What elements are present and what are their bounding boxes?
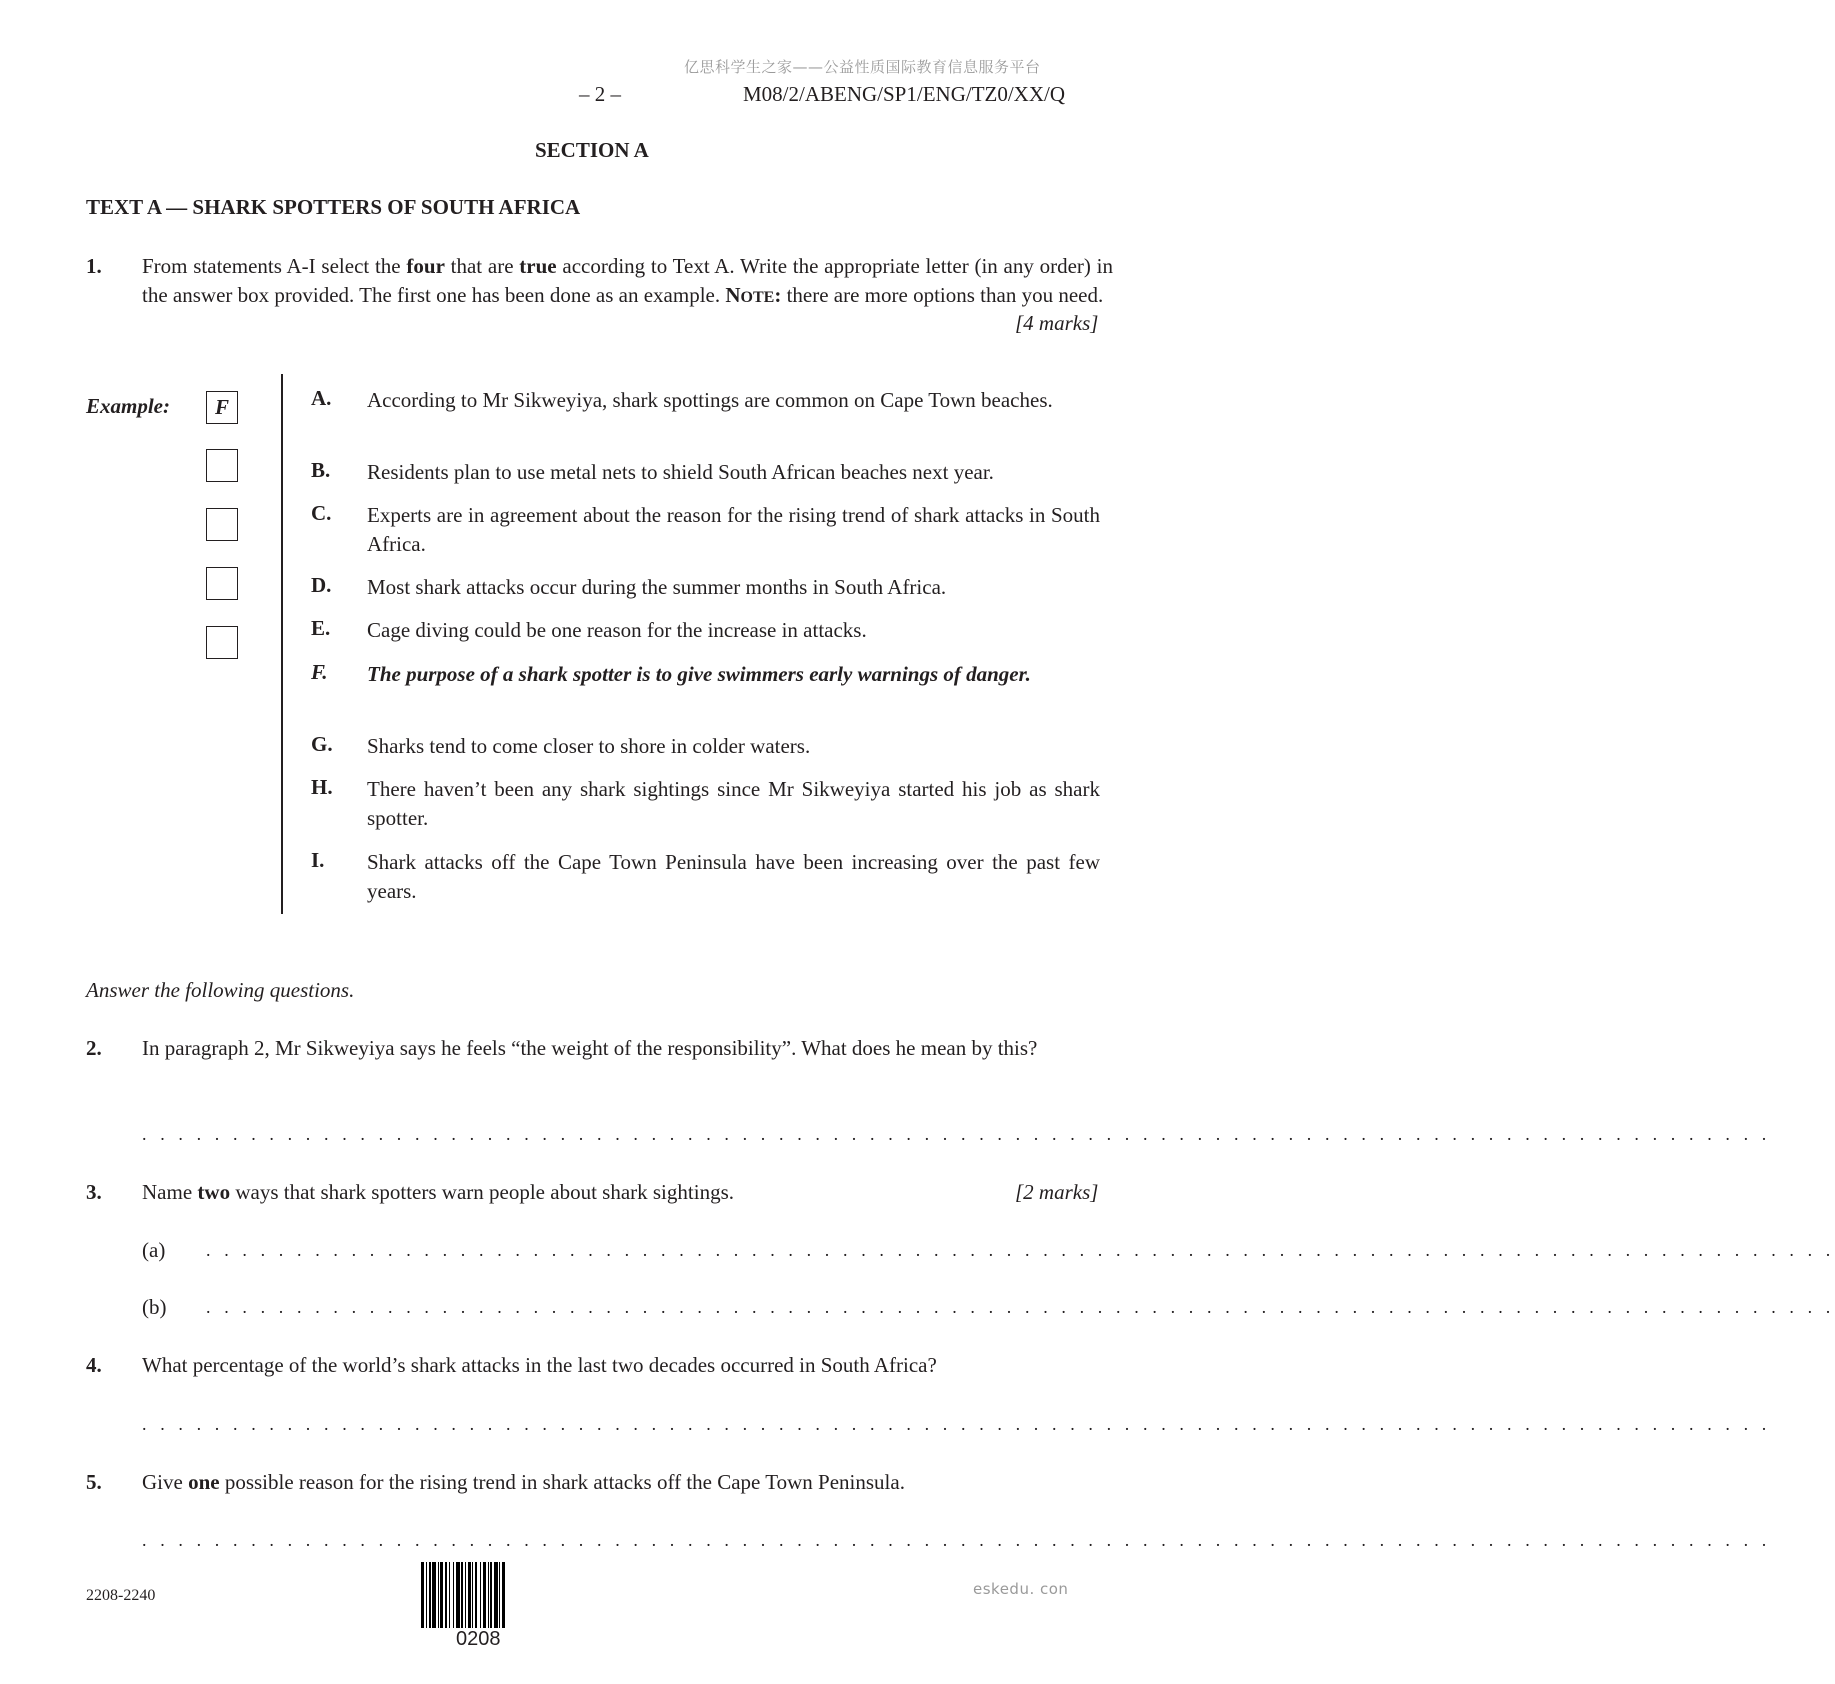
answer-line-q3a[interactable]: . . . . . . . . . . . . . . . . . . . . . . . . . . . . . . . . . . . . . . . . . . . . . . . . . . . . . . . . . . . . . . . . . . . . . . . . . . . . . . . . . . . . . . . . . . bbox=[206, 1240, 1835, 1260]
option-letter-g: G. bbox=[311, 732, 333, 756]
question-2-text: In paragraph 2, Mr Sikweyiya says he feels “the weight of the responsibility”. What does he mean by this? bbox=[142, 1036, 1038, 1060]
answer-line-q5[interactable]: . . . . . . . . . . . . . . . . . . . . . . . . . . . . . . . . . . . . . . . . . . . . . . . . . . . . . . . . . . . . . . . . . . . . . . . . . . . . . . . . . . . . . . . . . . bbox=[142, 1530, 1771, 1550]
option-letter-a: A. bbox=[311, 386, 332, 410]
question-3-number: 3. bbox=[86, 1180, 102, 1204]
instruction: Answer the following questions. bbox=[86, 978, 355, 1002]
footer-code: 2208-2240 bbox=[86, 1587, 156, 1604]
example-answer: F bbox=[214, 395, 229, 419]
question-1-number: 1. bbox=[86, 254, 102, 278]
answer-line-q4[interactable]: . . . . . . . . . . . . . . . . . . . . . . . . . . . . . . . . . . . . . . . . . . . . . . . . . . . . . . . . . . . . . . . . . . . . . . . . . . . . . . . . . . . . . . . . . . bbox=[142, 1414, 1771, 1434]
text-title: TEXT A — SHARK SPOTTERS OF SOUTH AFRICA bbox=[86, 195, 581, 219]
option-text-h: There haven’t been any shark sightings since Mr Sikweyiya started his job as shark spotter. bbox=[367, 777, 1100, 830]
paper-code: M08/2/ABENG/SP1/ENG/TZ0/XX/Q bbox=[743, 82, 1066, 106]
option-letter-f: F. bbox=[311, 660, 328, 684]
question-3-part-a: (a) bbox=[142, 1238, 166, 1262]
question-5-text: Give one possible reason for the rising trend in shark attacks off the Cape Town Peninsula. bbox=[142, 1470, 905, 1494]
option-letter-e: E. bbox=[311, 616, 331, 640]
page-number: – 2 – bbox=[579, 82, 621, 106]
answer-box-4[interactable] bbox=[206, 626, 238, 659]
option-letter-d: D. bbox=[311, 573, 332, 597]
option-letter-c: C. bbox=[311, 501, 332, 525]
answer-line-q3b[interactable]: . . . . . . . . . . . . . . . . . . . . . . . . . . . . . . . . . . . . . . . . . . . . . . . . . . . . . . . . . . . . . . . . . . . . . . . . . . . . . . . . . . . . . . . . . . bbox=[206, 1297, 1835, 1317]
option-text-c: Experts are in agreement about the reason for the rising trend of shark attacks in South Africa. bbox=[367, 503, 1100, 556]
barcode-bar bbox=[502, 1562, 505, 1628]
watermark-bottom: eskedu. con bbox=[973, 1580, 1069, 1598]
answer-box-1[interactable] bbox=[206, 449, 238, 482]
option-text-d: Most shark attacks occur during the summer months in South Africa. bbox=[367, 575, 947, 599]
answer-box-2[interactable] bbox=[206, 508, 238, 541]
option-letter-i: I. bbox=[311, 848, 325, 872]
answer-box-3[interactable] bbox=[206, 567, 238, 600]
option-text-a: According to Mr Sikweyiya, shark spottings are common on Cape Town beaches. bbox=[367, 388, 1053, 412]
option-letter-h: H. bbox=[311, 775, 333, 799]
answer-line-q2[interactable]: . . . . . . . . . . . . . . . . . . . . . . . . . . . . . . . . . . . . . . . . . . . . . . . . . . . . . . . . . . . . . . . . . . . . . . . . . . . . . . . . . . . . . . . . . . bbox=[142, 1124, 1771, 1144]
question-3-part-b: (b) bbox=[142, 1295, 167, 1319]
question-3-marks: [2 marks] bbox=[1015, 1180, 1099, 1204]
options-divider bbox=[281, 374, 283, 914]
option-letter-b: B. bbox=[311, 458, 331, 482]
question-1-marks: [4 marks] bbox=[1015, 311, 1099, 335]
option-text-i: Shark attacks off the Cape Town Peninsula have been increasing over the past few years. bbox=[367, 850, 1100, 903]
option-text-g: Sharks tend to come closer to shore in colder waters. bbox=[367, 734, 811, 758]
question-4-text: What percentage of the world’s shark attacks in the last two decades occurred in South Africa? bbox=[142, 1353, 937, 1377]
watermark-top: 亿思科学生之家——公益性质国际教育信息服务平台 bbox=[684, 58, 1041, 76]
option-text-f: The purpose of a shark spotter is to give swimmers early warnings of danger. bbox=[367, 662, 1031, 686]
question-1-text: From statements A-I select the four that are true according to Text A. Write the appropriate letter (in any order) in the answer box provided. The first one has been done as an example. NOTE: there are more options than you need. bbox=[142, 254, 1114, 307]
question-2-number: 2. bbox=[86, 1036, 102, 1060]
barcode-number: 0208 bbox=[456, 1628, 501, 1650]
example-label: Example: bbox=[86, 394, 170, 418]
question-3-text: Name two ways that shark spotters warn people about shark sightings. bbox=[142, 1180, 734, 1204]
example-answer-box bbox=[206, 391, 238, 424]
option-text-b: Residents plan to use metal nets to shield South African beaches next year. bbox=[367, 460, 994, 484]
question-4-number: 4. bbox=[86, 1353, 102, 1377]
section-title: SECTION A bbox=[535, 138, 649, 162]
option-text-e: Cage diving could be one reason for the increase in attacks. bbox=[367, 618, 867, 642]
question-5-number: 5. bbox=[86, 1470, 102, 1494]
barcode-image bbox=[421, 1562, 552, 1628]
